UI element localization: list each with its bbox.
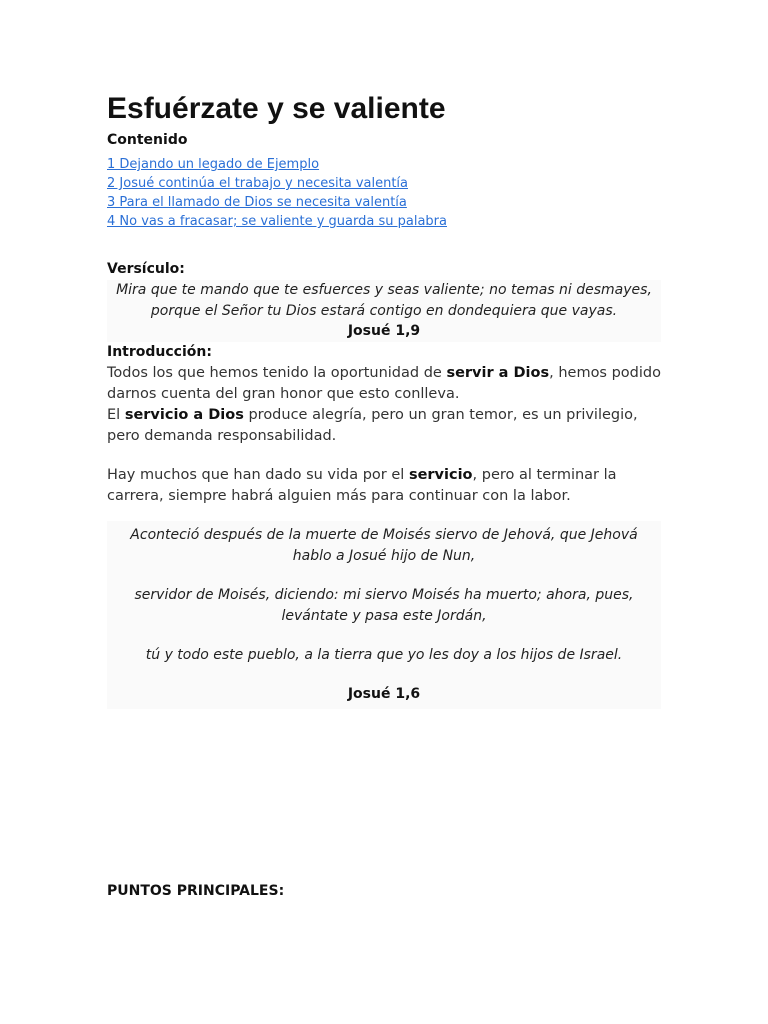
quote-line-1: Aconteció después de la muerte de Moisés siervo de Jehová, que Jehová hablo a Josué hijo de Nun, bbox=[130, 526, 638, 564]
document-title: Esfuérzate y se valiente bbox=[107, 92, 446, 125]
text-span: produce alegría, pero un gran temor, es un privilegio, pero demanda responsabilidad. bbox=[107, 406, 638, 444]
scripture-quote-box bbox=[107, 521, 661, 709]
toc-link-2[interactable]: 2 Josué continúa el trabajo y necesita valentía bbox=[107, 176, 408, 191]
text-span: El bbox=[107, 406, 125, 423]
quote-line-3: tú y todo este pueblo, a la tierra que yo les doy a los hijos de Israel. bbox=[145, 646, 623, 663]
intro-paragraph-1 bbox=[107, 363, 661, 405]
intro-paragraph-2 bbox=[107, 405, 661, 447]
bold-text: servicio a Dios bbox=[124, 406, 244, 423]
verse-reference: Josué 1,9 bbox=[347, 323, 421, 339]
text-span: Hay muchos que han dado su vida por el bbox=[107, 466, 409, 483]
toc-title: Contenido bbox=[107, 132, 188, 148]
verse-box bbox=[107, 280, 661, 342]
verse-label: Versículo: bbox=[107, 261, 185, 277]
bold-text: servir a Dios bbox=[446, 364, 550, 381]
document-page bbox=[107, 90, 661, 902]
text-span: , pero al terminar la carrera, siempre habrá alguien más para continuar con la labor. bbox=[107, 466, 617, 504]
quote-line-2: servidor de Moisés, diciendo: mi siervo Moisés ha muerto; ahora, pues, levántate y pasa este Jordán, bbox=[134, 586, 634, 624]
quote-reference: Josué 1,6 bbox=[347, 685, 421, 702]
intro-label: Introducción: bbox=[107, 343, 212, 360]
section-heading: PUNTOS PRINCIPALES: bbox=[107, 882, 285, 899]
intro-paragraph-3 bbox=[107, 465, 661, 507]
verse-text: Mira que te mando que te esfuerces y seas valiente; no temas ni desmayes, porque el Señor tu Dios estará contigo en dondequiera que vayas. bbox=[116, 282, 652, 319]
toc-link-3[interactable]: 3 Para el llamado de Dios se necesita valentía bbox=[107, 195, 407, 210]
table-of-contents bbox=[107, 155, 661, 231]
toc-link-4[interactable]: 4 No vas a fracasar; se valiente y guarda su palabra bbox=[107, 214, 447, 229]
toc-link-1[interactable]: 1 Dejando un legado de Ejemplo bbox=[107, 157, 320, 172]
bold-text: servicio bbox=[408, 466, 473, 483]
text-span: Todos los que hemos tenido la oportunidad de bbox=[107, 364, 447, 381]
text-span: , hemos podido darnos cuenta del gran honor que esto conlleva. bbox=[107, 364, 661, 402]
